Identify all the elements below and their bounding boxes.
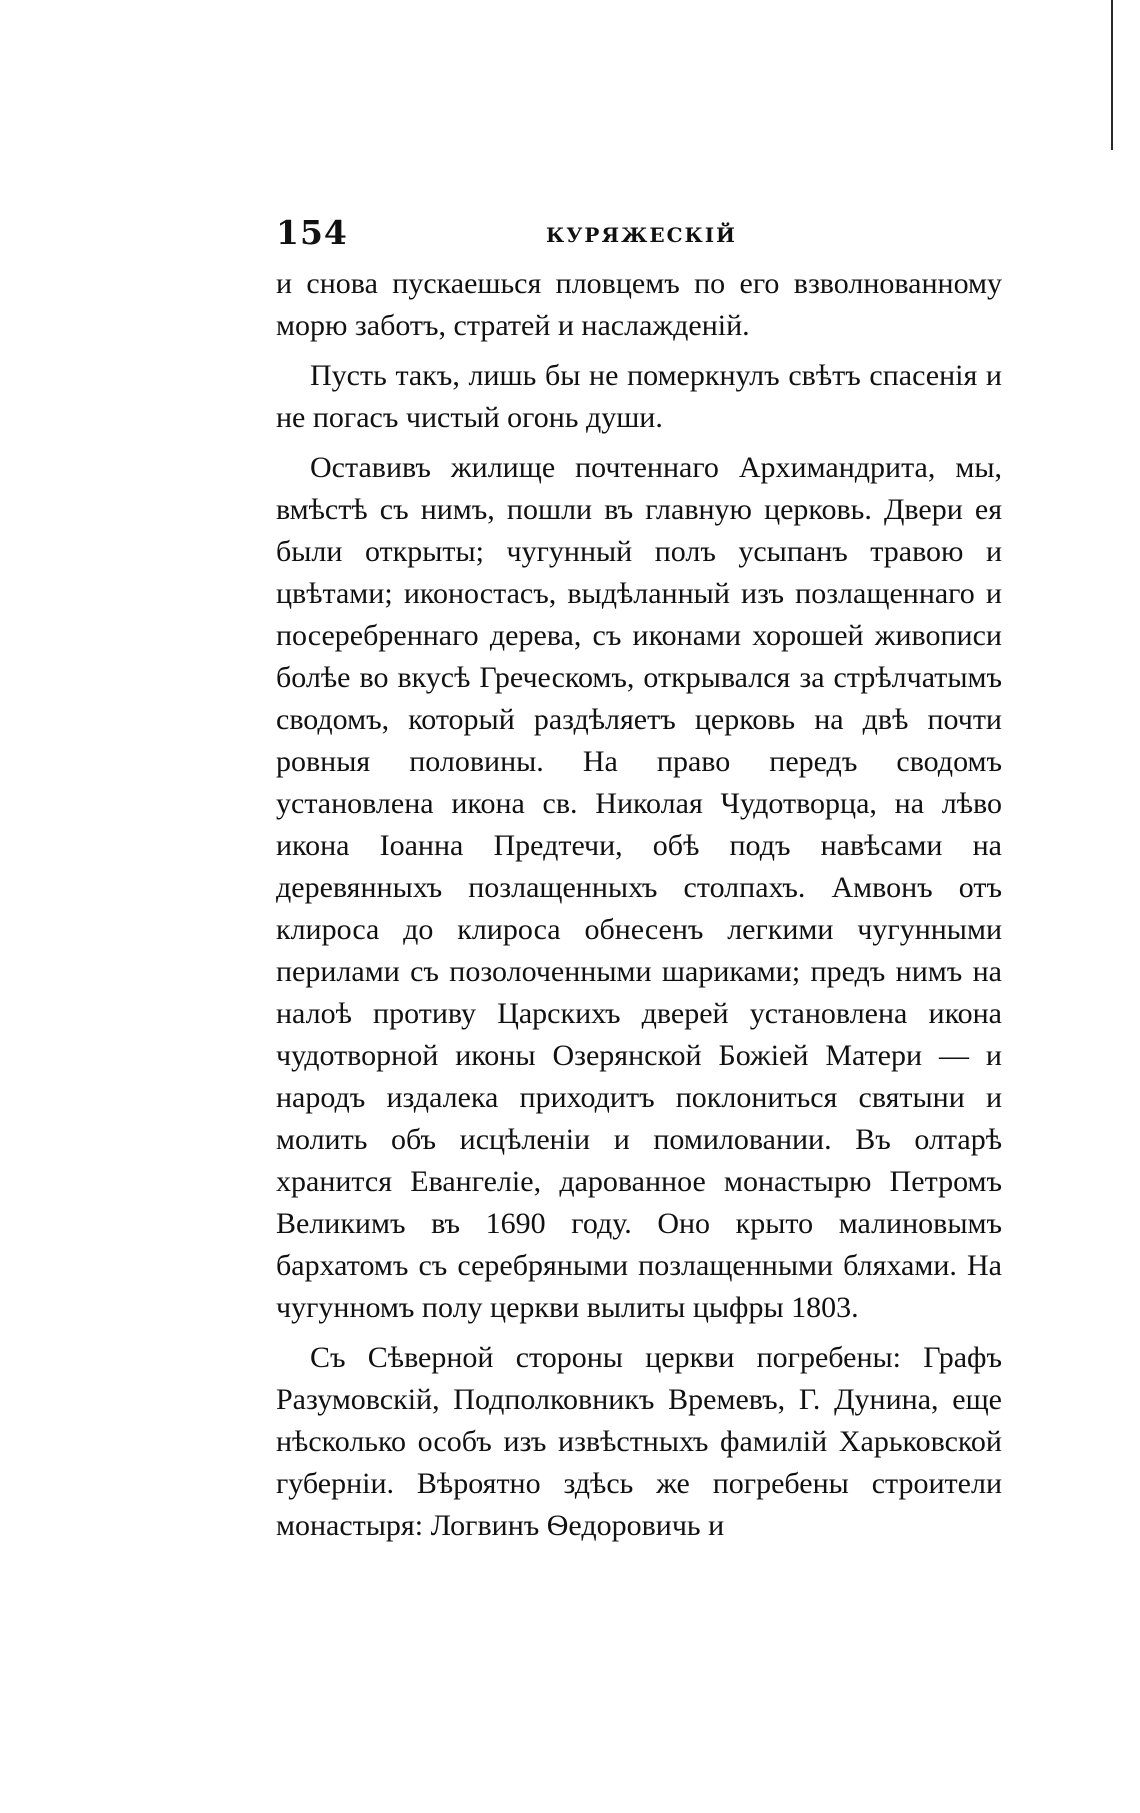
paragraph-spasenie: Пусть такъ, лишь бы не померкнулъ свѣтъ спасенія и не погасъ чистый огонь души. [276,359,1002,434]
text-block [276,213,1002,1547]
page-number: 154 [276,213,348,252]
paragraph-continuation: и снова пускаешься пловцемъ по его взволнованному морю заботъ, стратей и наслажденій. [276,267,1002,342]
running-title: КУРЯЖЕСКІЙ [546,223,737,247]
paragraph-church-description: Оставивъ жилище почтеннаго Архимандрита, мы, вмѣстѣ съ нимъ, пошли въ главную церковь. Двери ея были открыты; чугунный полъ усыпанъ травою и цвѣтами; иконостасъ, выдѣланный изъ позлащеннаго и посеребреннаго дерева, съ иконами хорошей живописи болѣе во вкусѣ Греческомъ, открывался за стрѣлчатымъ сводомъ, который раздѣляетъ церковь на двѣ почти ровныя половины. На право передъ сводомъ установлена икона св. Николая Чудотворца, на лѣво икона Іоанна Предтечи, обѣ подъ навѣсами на деревянныхъ позлащенныхъ столпахъ. Амвонъ отъ клироса до клироса обнесенъ легкими чугунными перилами съ позолоченными шариками; предъ нимъ на налоѣ противу Царскихъ дверей установлена икона чудотворной иконы Озерянской Божіей Матери — и народъ издалека приходитъ поклониться святыни и молить объ исцѣленіи и помиловании. Въ олтарѣ хранится Евангеліе, дарованное монастырю Петромъ Великимъ въ 1690 году. Оно крыто малиновымъ бархатомъ съ серебряными позлащенными бляхами. На чугунномъ полу церкви вылиты цыфры 1803. [276,451,1002,1324]
paragraph-burials: Съ Сѣверной стороны церкви погребены: Графъ Разумовскій, Подполковникъ Времевъ, Г. Дунина, еще нѣсколько особъ изъ извѣстныхъ фамилій Харьковской губерніи. Вѣроятно здѣсь же погребены строители монастыря: Логвинъ Ѳедоровичь и [276,1341,1002,1542]
page-edge-rule [1111,0,1113,150]
page-header [276,213,1002,263]
